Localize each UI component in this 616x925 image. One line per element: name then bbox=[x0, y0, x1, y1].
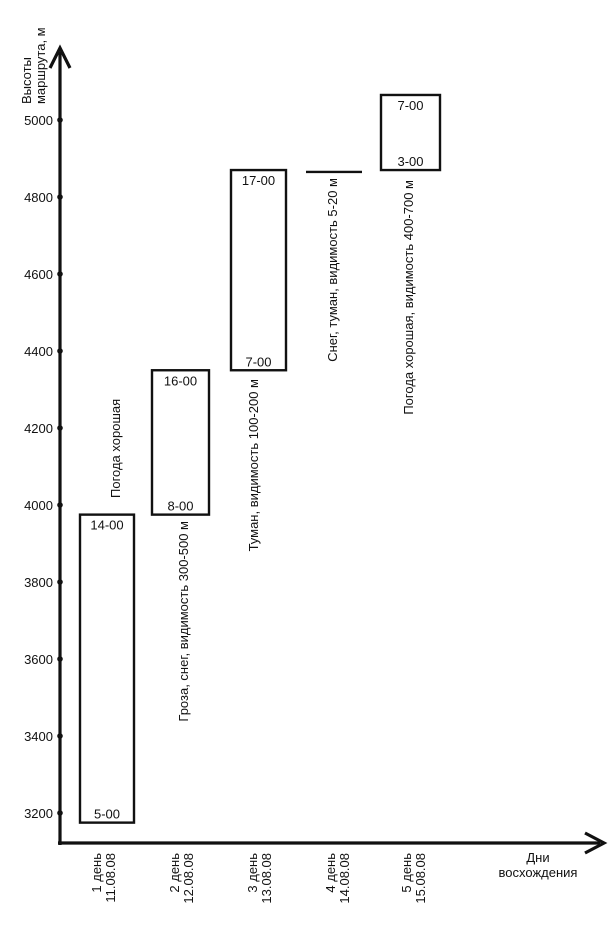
weather-note-day-5: Погода хорошая, видимость 400-700 м bbox=[401, 180, 416, 415]
y-tick-mark-3200 bbox=[57, 810, 63, 816]
y-tick-label-3400: 3400 bbox=[24, 729, 53, 744]
range-box-day-2 bbox=[152, 370, 209, 514]
y-tick-label-4600: 4600 bbox=[24, 267, 53, 282]
day-label-1-line-2: 11.08.08 bbox=[103, 853, 118, 903]
y-tick-label-4200: 4200 bbox=[24, 421, 53, 436]
low-time-day-2: 8-00 bbox=[167, 498, 194, 514]
day-label-3-line-2: 13.08.08 bbox=[259, 853, 274, 904]
y-tick-label-5000: 5000 bbox=[24, 113, 53, 128]
day-label-1-line-1: 1 день bbox=[89, 853, 104, 893]
day-labels bbox=[89, 853, 428, 904]
day-label-5-line-1: 5 день bbox=[399, 853, 414, 893]
x-axis-title-line-2: восхождения bbox=[498, 865, 578, 880]
y-tick-mark-4400 bbox=[57, 348, 63, 354]
y-tick-mark-3600 bbox=[57, 656, 63, 662]
y-tick-label-3800: 3800 bbox=[24, 575, 53, 590]
day-label-5-line-2: 15.08.08 bbox=[413, 853, 428, 904]
day-ranges bbox=[80, 95, 440, 823]
y-axis-title-line-2: маршрута, м bbox=[33, 27, 48, 104]
day-label-2-line-2: 12.08.08 bbox=[181, 853, 196, 904]
low-time-day-5: 3-00 bbox=[397, 154, 424, 170]
range-box-day-3 bbox=[231, 170, 286, 370]
day-label-4-line-2: 14.08.08 bbox=[337, 853, 352, 904]
low-time-day-3: 7-00 bbox=[245, 354, 272, 370]
day-label-2-line-1: 2 день bbox=[167, 853, 182, 893]
y-tick-label-4000: 4000 bbox=[24, 498, 53, 513]
start-high-time-day-5: 7-00 bbox=[397, 97, 424, 113]
start-high-time-day-3: 17-00 bbox=[241, 173, 276, 189]
y-tick-label-3600: 3600 bbox=[24, 652, 53, 667]
y-tick-mark-4800 bbox=[57, 194, 63, 200]
weather-note-day-3: Туман, видимость 100-200 м bbox=[246, 379, 261, 552]
start-high-time-day-2: 16-00 bbox=[163, 373, 198, 389]
y-tick-mark-4600 bbox=[57, 271, 63, 277]
y-tick-label-4400: 4400 bbox=[24, 344, 53, 359]
y-tick-mark-3800 bbox=[57, 579, 63, 585]
low-time-day-1: 5-00 bbox=[93, 806, 121, 822]
x-axis-title-line-1: Дни bbox=[526, 850, 550, 865]
y-tick-mark-4200 bbox=[57, 425, 63, 431]
range-box-day-1 bbox=[80, 515, 134, 823]
y-tick-mark-3400 bbox=[57, 733, 63, 739]
y-ticks bbox=[24, 113, 63, 821]
y-axis-title-line-1: Высоты bbox=[19, 57, 34, 104]
weather-note-day-2: Гроза, снег, видимость 300-500 м bbox=[176, 521, 191, 722]
y-tick-label-4800: 4800 bbox=[24, 190, 53, 205]
y-tick-mark-5000 bbox=[57, 117, 63, 123]
day-label-4-line-1: 4 день bbox=[323, 853, 338, 893]
day-label-3-line-1: 3 день bbox=[245, 853, 260, 893]
y-tick-label-3200: 3200 bbox=[24, 806, 53, 821]
start-high-time-day-1: 14-00 bbox=[90, 517, 124, 533]
weather-note-day-1: Погода хорошая bbox=[108, 398, 123, 498]
y-tick-mark-4000 bbox=[57, 502, 63, 508]
weather-note-day-4: Снег, туман, видимость 5-20 м bbox=[325, 178, 340, 362]
